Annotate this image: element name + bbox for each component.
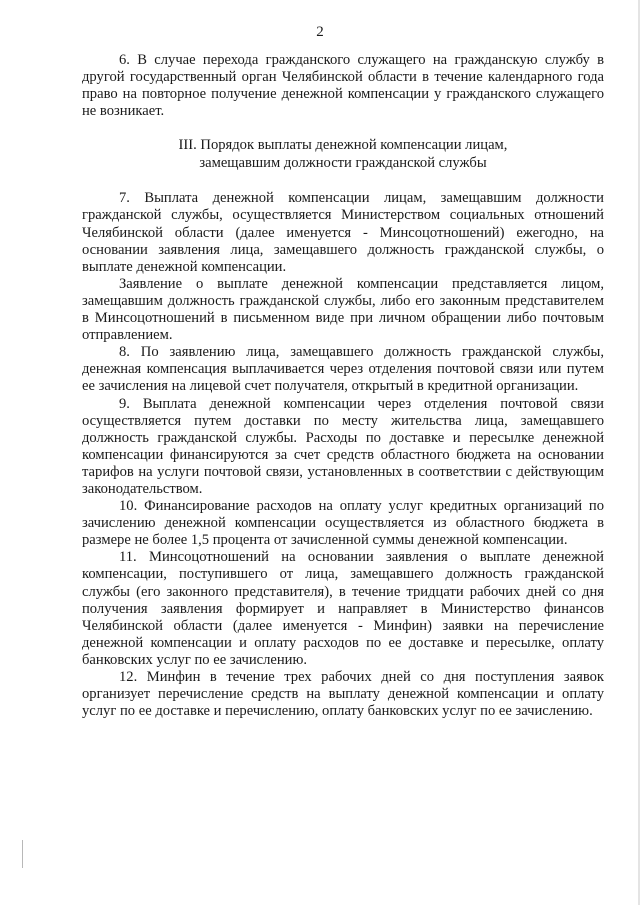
paragraph-11: 11. Минсоцотношений на основании заявления о выплате денежной компенсации, поступившего от лица, замещавшего должность гражданской службы (его законного представителя), в течение тридцати рабочих дней со дня получения заявления формирует и направляет в Министерство финансов Челябинской области (далее именуется - Минфин) заявки на перечисление денежной компенсации и оплату расходов по ее доставке и пересылке, оплату банковских услуг по ее зачислению. [82, 549, 604, 668]
document-body [82, 52, 604, 720]
paragraph-12: 12. Минфин в течение трех рабочих дней со дня поступления заявок организует перечисление средств на выплату денежной компенсации и оплату услуг по ее доставке и перечислению, оплату банковских услуг по ее зачислению. [82, 669, 604, 720]
paragraph-6: 6. В случае перехода гражданского служащего на гражданскую службу в другой государственный орган Челябинской области в течение календарного года право на повторное получение денежной компенсации у гражданского служащего не возникает. [82, 52, 604, 120]
paragraph-9: 9. Выплата денежной компенсации через отделения почтовой связи осуществляется путем доставки по месту жительства лица, замещавшего должность гражданской службы. Расходы по доставке и пересылке денежной компенсации финансируются за счет средств областного бюджета на основании тарифов на услуги почтовой связи, установленных в соответствии с действующим законодательством. [82, 395, 604, 497]
section-heading-line-2: замещавшим должности гражданской службы [199, 154, 487, 171]
paragraph-8: 8. По заявлению лица, замещавшего должность гражданской службы, денежная компенсация выплачивается через отделения почтовой связи или путем ее зачисления на лицевой счет получателя, открытый в кредитной организации. [82, 344, 604, 395]
scan-margin-mark [22, 840, 23, 868]
section-heading [82, 137, 604, 172]
paragraph-10: 10. Финансирование расходов на оплату услуг кредитных организаций по зачислению денежной компенсации осуществляется из областного бюджета в размере не более 1,5 процента от зачисленной суммы денежной компенсации. [82, 498, 604, 549]
paragraph-7-application: Заявление о выплате денежной компенсации представляется лицом, замещавшим должность гражданской службы, либо его законным представителем в Минсоцотношений в письменном виде при личном обращении либо почтовым отправлением. [82, 275, 604, 344]
section-heading-line-1: III. Порядок выплаты денежной компенсации лицам, [178, 137, 508, 154]
page-number: 2 [316, 24, 324, 40]
paragraph-7: 7. Выплата денежной компенсации лицам, замещавшим должности гражданской службы, осуществляется Министерством социальных отношений Челябинской области (далее именуется - Минсоцотношений) ежегодно, на основании заявления лица, замещавшего должность гражданской службы, о выплате денежной компенсации. [82, 190, 604, 275]
